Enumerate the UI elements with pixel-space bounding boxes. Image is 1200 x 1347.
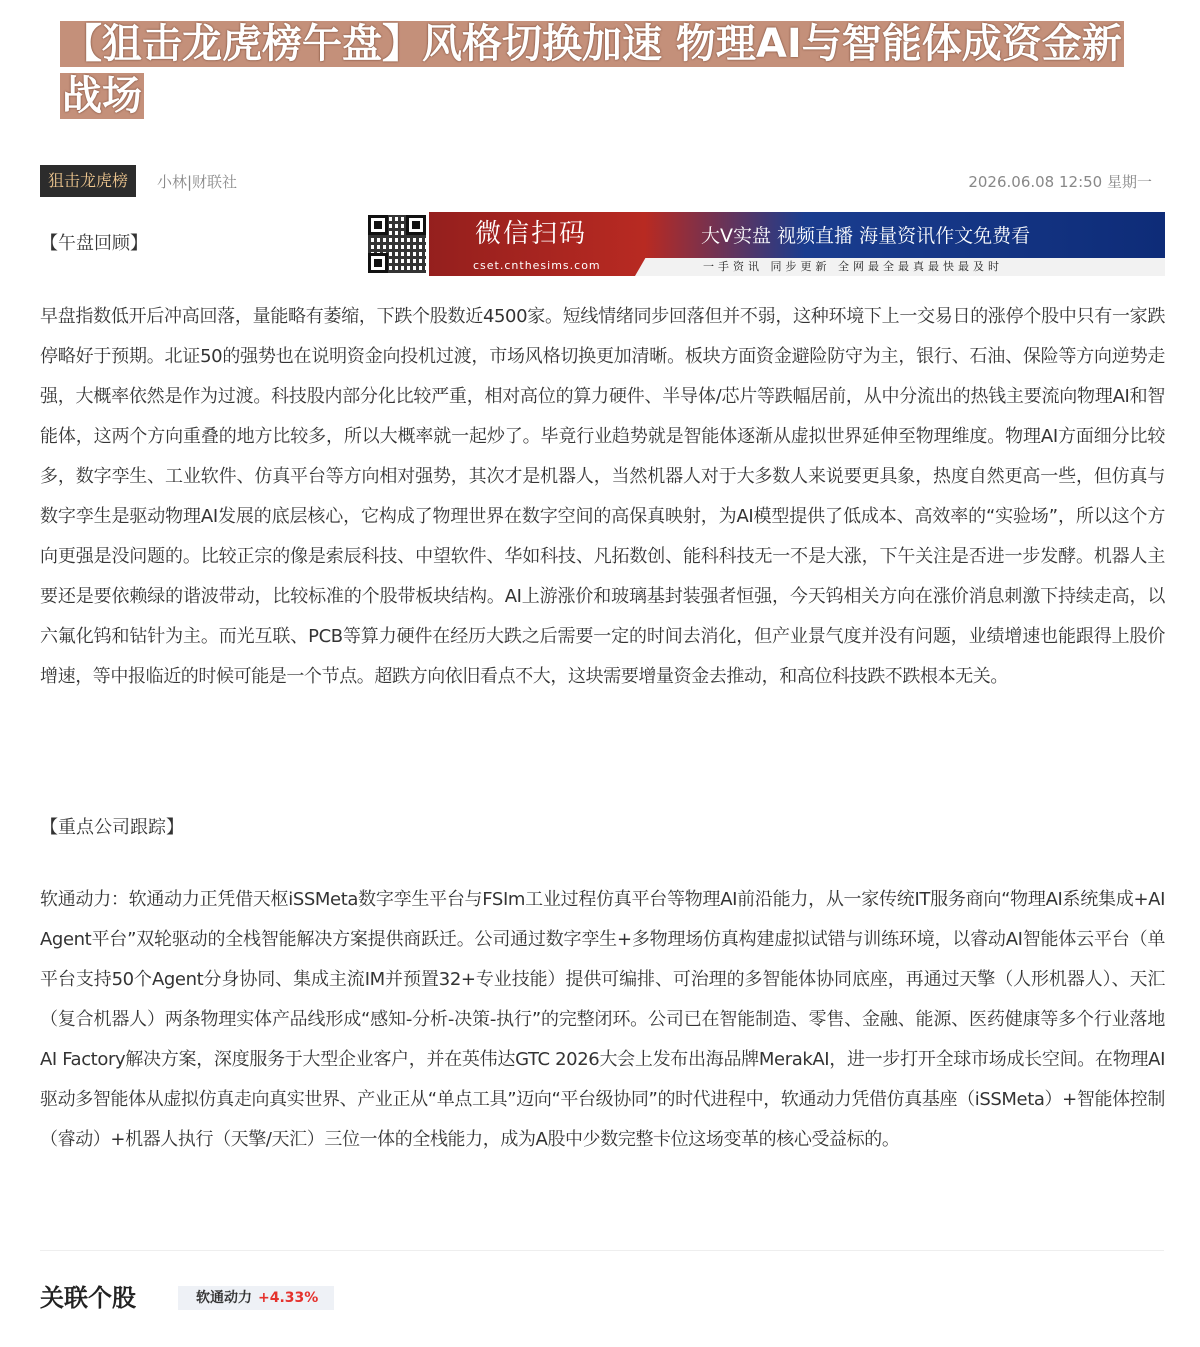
article-date: 2026.06.08 12:50 星期一	[968, 173, 1152, 191]
article-title-wrap	[60, 18, 1150, 122]
qr-code-icon	[365, 212, 429, 276]
related-stock-name: 软通动力	[196, 1290, 252, 1306]
article-author: 小林|财联社	[157, 173, 238, 191]
section-divider	[40, 1250, 1164, 1251]
column-tag-link[interactable]: 狙击龙虎榜	[40, 165, 136, 197]
review-paragraph: 早盘指数低开后冲高回落，量能略有萎缩，下跌个股数近4500家。短线情绪同步回落但并不弱，这种环境下上一交易日的涨停个股中只有一家跌停略好于预期。北证50的强势也在说明资金向投机过渡，市场风格切换更加清晰。板块方面资金避险防守为主，银行、石油、保险等方向逆势走强，大概率依然是作为过渡。科技股内部分化比较严重，相对高位的算力硬件、半导体/芯片等跌幅居前，从中分流出的热钱主要流向物理AI和智能体，这两个方向重叠的地方比较多，所以大概率就一起炒了。毕竟行业趋势就是智能体逐渐从虚拟世界延伸至物理维度。物理AI方面细分比较多，数字孪生、工业软件、仿真平台等方向相对强势，其次才是机器人，当然机器人对于大多数人来说要更具象，热度自然更高一些，但仿真与数字孪生是驱动物理AI发展的底层核心，它构成了物理世界在数字空间的高保真映射，为AI模型提供了低成本、高效率的“实验场”，所以这个方向更强是没问题的。比较正宗的像是索辰科技、中望软件、华如科技、凡拓数创、能科科技无一不是大涨，下午关注是否进一步发酵。机器人主要还是要依赖绿的谐波带动，比较标准的个股带板块结构。AI上游涨价和玻璃基封装强者恒强，今天钨相关方向在涨价消息刺激下持续走高，以六氟化钨和钻针为主。而光互联、PCB等算力硬件在经历大跌之后需要一定的时间去消化，但产业景气度并没有问题，业绩增速也能跟得上股价增速，等中报临近的时候可能是一个节点。超跌方向依旧看点不大，这块需要增量资金去推动，和高位科技跌不跌根本无关。	[40, 306, 1165, 687]
article-title	[60, 18, 1150, 122]
banner-url: cset.cnthesims.com	[473, 259, 601, 272]
related-stocks-title: 关联个股	[40, 1284, 136, 1312]
tracking-paragraph: 软通动力：软通动力正凭借天枢iSSMeta数字孪生平台与FSIm工业过程仿真平台等物理AI前沿能力，从一家传统IT服务商向“物理AI系统集成+AI Agent平台”双轮驱动的全栈智能解决方案提供商跃迁。公司通过数字孪生+多物理场仿真构建虚拟试错与训练环境，以睿动AI智能体云平台（单平台支持50个Agent分身协同、集成主流IM并预置32+专业技能）提供可编排、可治理的多智能体协同底座，再通过天擎（人形机器人）、天汇（复合机器人）两条物理实体产品线形成“感知-分析-决策-执行”的完整闭环。公司已在智能制造、零售、金融、能源、医药健康等多个行业落地AI Factory解决方案，深度服务于大型企业客户，并在英伟达GTC 2026大会上发布出海品牌MerakAI，进一步打开全球市场成长空间。在物理AI驱动多智能体从虚拟仿真走向真实世界、产业正从“单点工具”迈向“平台级协同”的时代进程中，软通动力凭借仿真基座（iSSMeta）+智能体控制（睿动）+机器人执行（天擎/天汇）三位一体的全栈能力，成为A股中少数完整卡位这场变革的核心受益标的。	[40, 889, 1165, 1150]
banner-scan-text: 微信扫码	[475, 219, 588, 249]
article-title-text: 【狙击龙虎榜午盘】风格切换加速 物理AI与智能体成资金新战场	[62, 21, 1122, 119]
section-label-review: 【午盘回顾】	[40, 233, 148, 254]
related-stock-change: +4.33%	[258, 1290, 319, 1306]
article-meta	[40, 165, 1152, 197]
section-label-tracking: 【重点公司跟踪】	[40, 817, 184, 838]
banner-subtitle: 一手资讯 同步更新 全网最全最真最快最及时	[703, 260, 1003, 273]
related-stock-chip[interactable]	[178, 1286, 334, 1310]
ad-banner[interactable]	[365, 212, 1165, 276]
banner-slogan: 大V实盘 视频直播 海量资讯作文免费看	[701, 225, 1031, 247]
